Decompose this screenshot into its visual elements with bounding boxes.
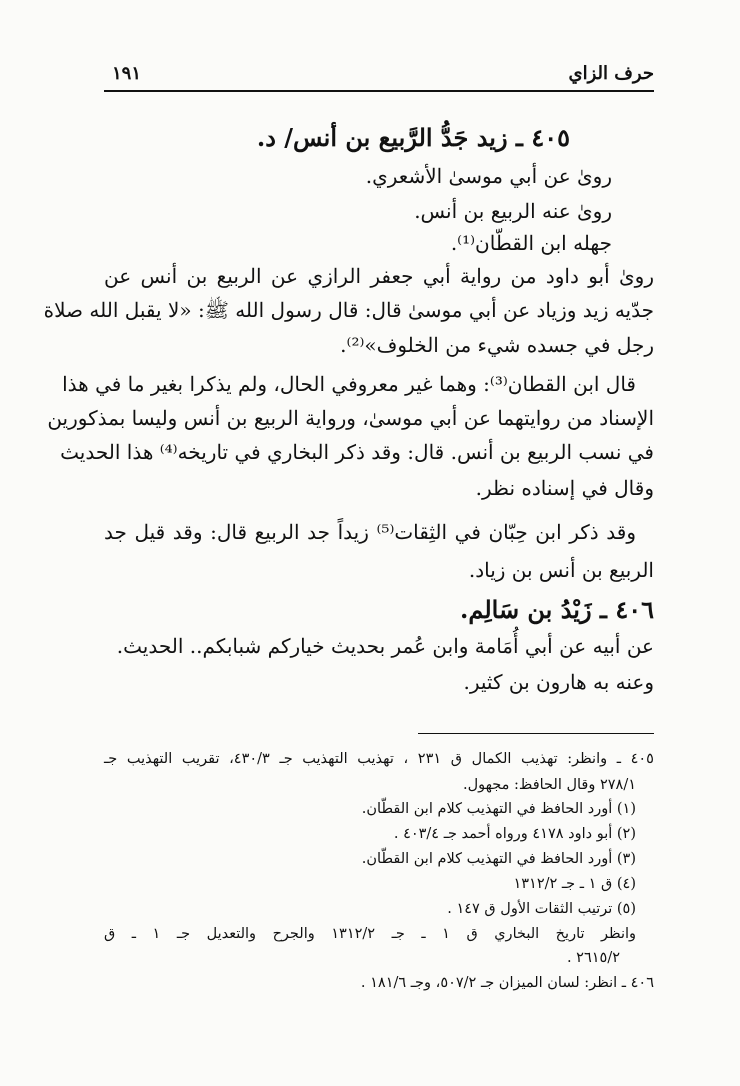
entry-405-line: روىٰ عن أبي موسىٰ الأشعري. <box>365 164 612 188</box>
entry-405-line: روىٰ أبو داود من رواية أبي جعفر الرازي عن الربيع بن أنس عن <box>104 264 654 288</box>
footnote-line: (٢) أبو داود ٤١٧٨ ورواه أحمد جـ ٤٠٣/٤ . <box>393 826 636 842</box>
entry-405-line: الإسناد من روايتهما عن أبي موسىٰ، ورواية الربيع بن أنس وليسا بمذكورين <box>47 406 654 430</box>
footnote-line: (٣) أورد الحافظ في التهذيب كلام ابن القطّان. <box>361 851 636 867</box>
entry-405-line: وقد ذكر ابن حِبّان في الثِقات⁽⁵⁾ زيداً جد الربيع قال: وقد قيل جد <box>104 520 636 544</box>
chapter-title: حرف الزاي <box>568 63 654 84</box>
entry-405-line: رجل في جسده شيء من الخلوف»⁽²⁾. <box>340 333 654 357</box>
entry-405-line: قال ابن القطان⁽³⁾: وهما غير معروفي الحال، ولم يذكرا بغير ما في هذا <box>62 372 636 396</box>
entry-406-line: وعنه به هارون بن كثير. <box>463 670 654 694</box>
entry-405-line: روىٰ عنه الربيع بن أنس. <box>414 199 612 223</box>
entry-406-heading: ٤٠٦ ـ زَيْدُ بن سَالِم. <box>459 595 654 624</box>
running-header <box>104 63 654 91</box>
entry-405-line: جهله ابن القطّان⁽¹⁾. <box>450 231 612 255</box>
footnote-line: وانظر تاريخ البخاري ق ١ ـ جـ ١٣١٢/٢ والجرح والتعديل جـ ١ ـ ق <box>104 926 637 942</box>
footnote-line: ٢٦١٥/٢ . <box>566 950 620 966</box>
footnote-rule <box>418 733 654 734</box>
header-rule <box>104 90 654 92</box>
footnote-line: ٢٧٨/١ وقال الحافظ: مجهول. <box>462 777 636 793</box>
entry-405-line: وقال في إسناده نظر. <box>475 476 654 500</box>
footnote-line: (١) أورد الحافظ في التهذيب كلام ابن القطّان. <box>361 801 636 817</box>
entry-405-heading: ٤٠٥ ـ زيد جَدُّ الرَّبيع بن أنس/ د. <box>256 123 570 152</box>
footnote-line: (٥) ترتيب الثقات الأول ق ١٤٧ . <box>447 901 636 917</box>
entry-405-line: جدّيه زيد وزياد عن أبي موسىٰ قال: قال رسول الله ﷺ: «لا يقبل الله صلاة <box>43 298 654 322</box>
footnote-line: ٤٠٦ ـ انظر: لسان الميزان جـ ٥٠٧/٢، وجـ ١٨١/٦ . <box>360 975 654 991</box>
page-number: ١٩١ <box>112 63 142 84</box>
footnote-line: (٤) ق ١ ـ جـ ١٣١٢/٢ <box>513 876 636 892</box>
entry-405-line: الربيع بن أنس بن زياد. <box>468 558 654 582</box>
footnote-line: ٤٠٥ ـ وانظر: تهذيب الكمال ق ٢٣١ ، تهذيب التهذيب جـ ٤٣٠/٣، تقريب التهذيب جـ <box>104 751 654 767</box>
entry-405-line: في نسب الربيع بن أنس. قال: وقد ذكر البخاري في تاريخه⁽⁴⁾ هذا الحديث <box>60 440 654 464</box>
entry-406-line: عن أبيه عن أبي أُمَامة وابن عُمر بحديث خياركم شبابكم.. الحديث. <box>116 634 654 658</box>
